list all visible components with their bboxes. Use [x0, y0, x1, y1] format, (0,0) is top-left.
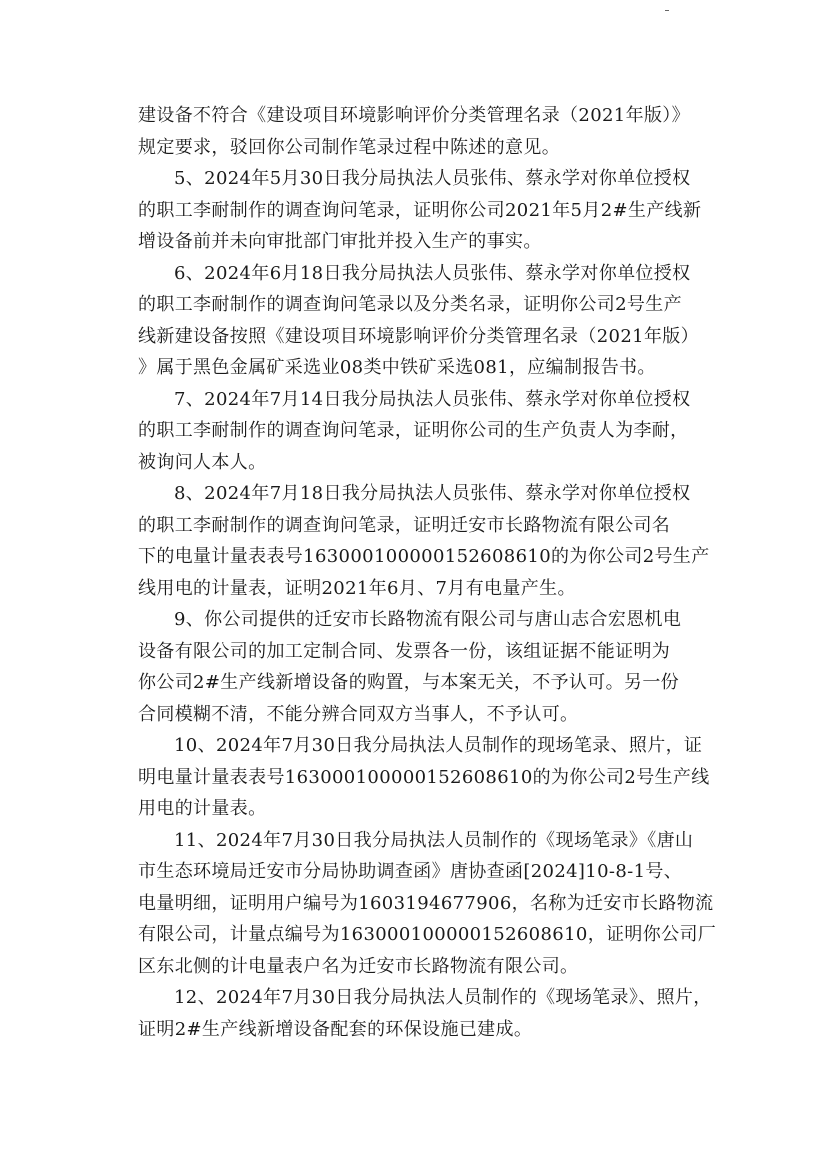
text-line: 明电量计量表表号163000100000152608610的为你公司2号生产线 — [138, 766, 710, 788]
text-line: 区东北侧的计电量表户名为迁安市长路物流有限公司。 — [138, 955, 579, 977]
text-line: 的职工李耐制作的调查询问笔录，证明你公司2021年5月2#生产线新 — [138, 199, 702, 221]
paragraph-continuation — [138, 100, 710, 163]
text-line: 建设备不符合《建设项目环境影响评价分类管理名录（2021年版）》 — [138, 105, 691, 126]
scan-mark — [665, 10, 669, 11]
text-line: 线新建设备按照《建设项目环境影响评价分类管理名录（2021年版） — [138, 325, 700, 347]
text-line: 8、2024年7月18日我分局执法人员张伟、蔡永学对你单位授权 — [174, 483, 691, 504]
paragraph-evidence-5 — [138, 163, 710, 258]
text-line: 下的电量计量表表号163000100000152608610的为你公司2号生产 — [138, 546, 710, 567]
paragraph-evidence-12 — [138, 982, 710, 1045]
text-line: 电量明细，证明用户编号为1603194677906，名称为迁安市长路物流 — [138, 892, 714, 914]
text-line: 你公司2#生产线新增设备的购置，与本案无关，不予认可。另一份 — [138, 672, 680, 693]
text-line: 被询问人本人。 — [138, 451, 267, 473]
document-body — [138, 100, 717, 1045]
text-line: 7、2024年7月14日我分局执法人员张伟、蔡永学对你单位授权 — [174, 388, 691, 410]
paragraph-evidence-11 — [138, 825, 717, 983]
text-line: 6、2024年6月18日我分局执法人员张伟、蔡永学对你单位授权 — [174, 262, 691, 284]
text-line: 9、你公司提供的迁安市长路物流有限公司与唐山志合宏恩机电 — [174, 609, 682, 630]
paragraph-evidence-7 — [138, 384, 710, 479]
paragraph-evidence-9 — [138, 604, 710, 730]
text-line: 有限公司，计量点编号为163000100000152608610，证明你公司厂 — [138, 924, 717, 945]
text-line: 10、2024年7月30日我分局执法人员制作的现场笔录、照片，证 — [174, 735, 703, 756]
text-line: 合同模糊不清，不能分辨合同双方当事人，不予认可。 — [138, 703, 579, 725]
text-line: 设备有限公司的加工定制合同、发票各一份，该组证据不能证明为 — [138, 640, 671, 662]
text-line: 11、2024年7月30日我分局执法人员制作的《现场笔录》《唐山 — [174, 829, 694, 851]
text-line: 市生态环境局迁安市分局协助调查函》唐协查函[2024]10-8-1号、 — [138, 861, 683, 882]
text-line: 的职工李耐制作的调查询问笔录，证明迁安市长路物流有限公司名 — [138, 514, 671, 536]
text-line: 证明2#生产线新增设备配套的环保设施已建成。 — [138, 1018, 533, 1040]
paragraph-evidence-10 — [138, 730, 710, 825]
paragraph-evidence-6 — [138, 258, 710, 384]
text-line: 的职工李耐制作的调查询问笔录，证明你公司的生产负责人为李耐， — [138, 420, 689, 441]
paragraph-evidence-8 — [138, 478, 710, 604]
text-line: 规定要求，驳回你公司制作笔录过程中陈述的意见。 — [138, 136, 561, 158]
text-line: 的职工李耐制作的调查询问笔录以及分类名录，证明你公司2号生产 — [138, 294, 682, 315]
text-line: 用电的计量表。 — [138, 798, 267, 819]
text-line: 线用电的计量表，证明2021年6月、7月有电量产生。 — [138, 577, 576, 599]
text-line: 》属于黑色金属矿采选业08类中铁矿采选081，应编制报告书。 — [138, 357, 656, 378]
text-line: 增设备前并未向审批部门审批并投入生产的事实。 — [138, 231, 542, 252]
text-line: 12、2024年7月30日我分局执法人员制作的《现场笔录》、照片， — [174, 987, 712, 1008]
text-line: 5、2024年5月30日我分局执法人员张伟、蔡永学对你单位授权 — [174, 168, 691, 189]
